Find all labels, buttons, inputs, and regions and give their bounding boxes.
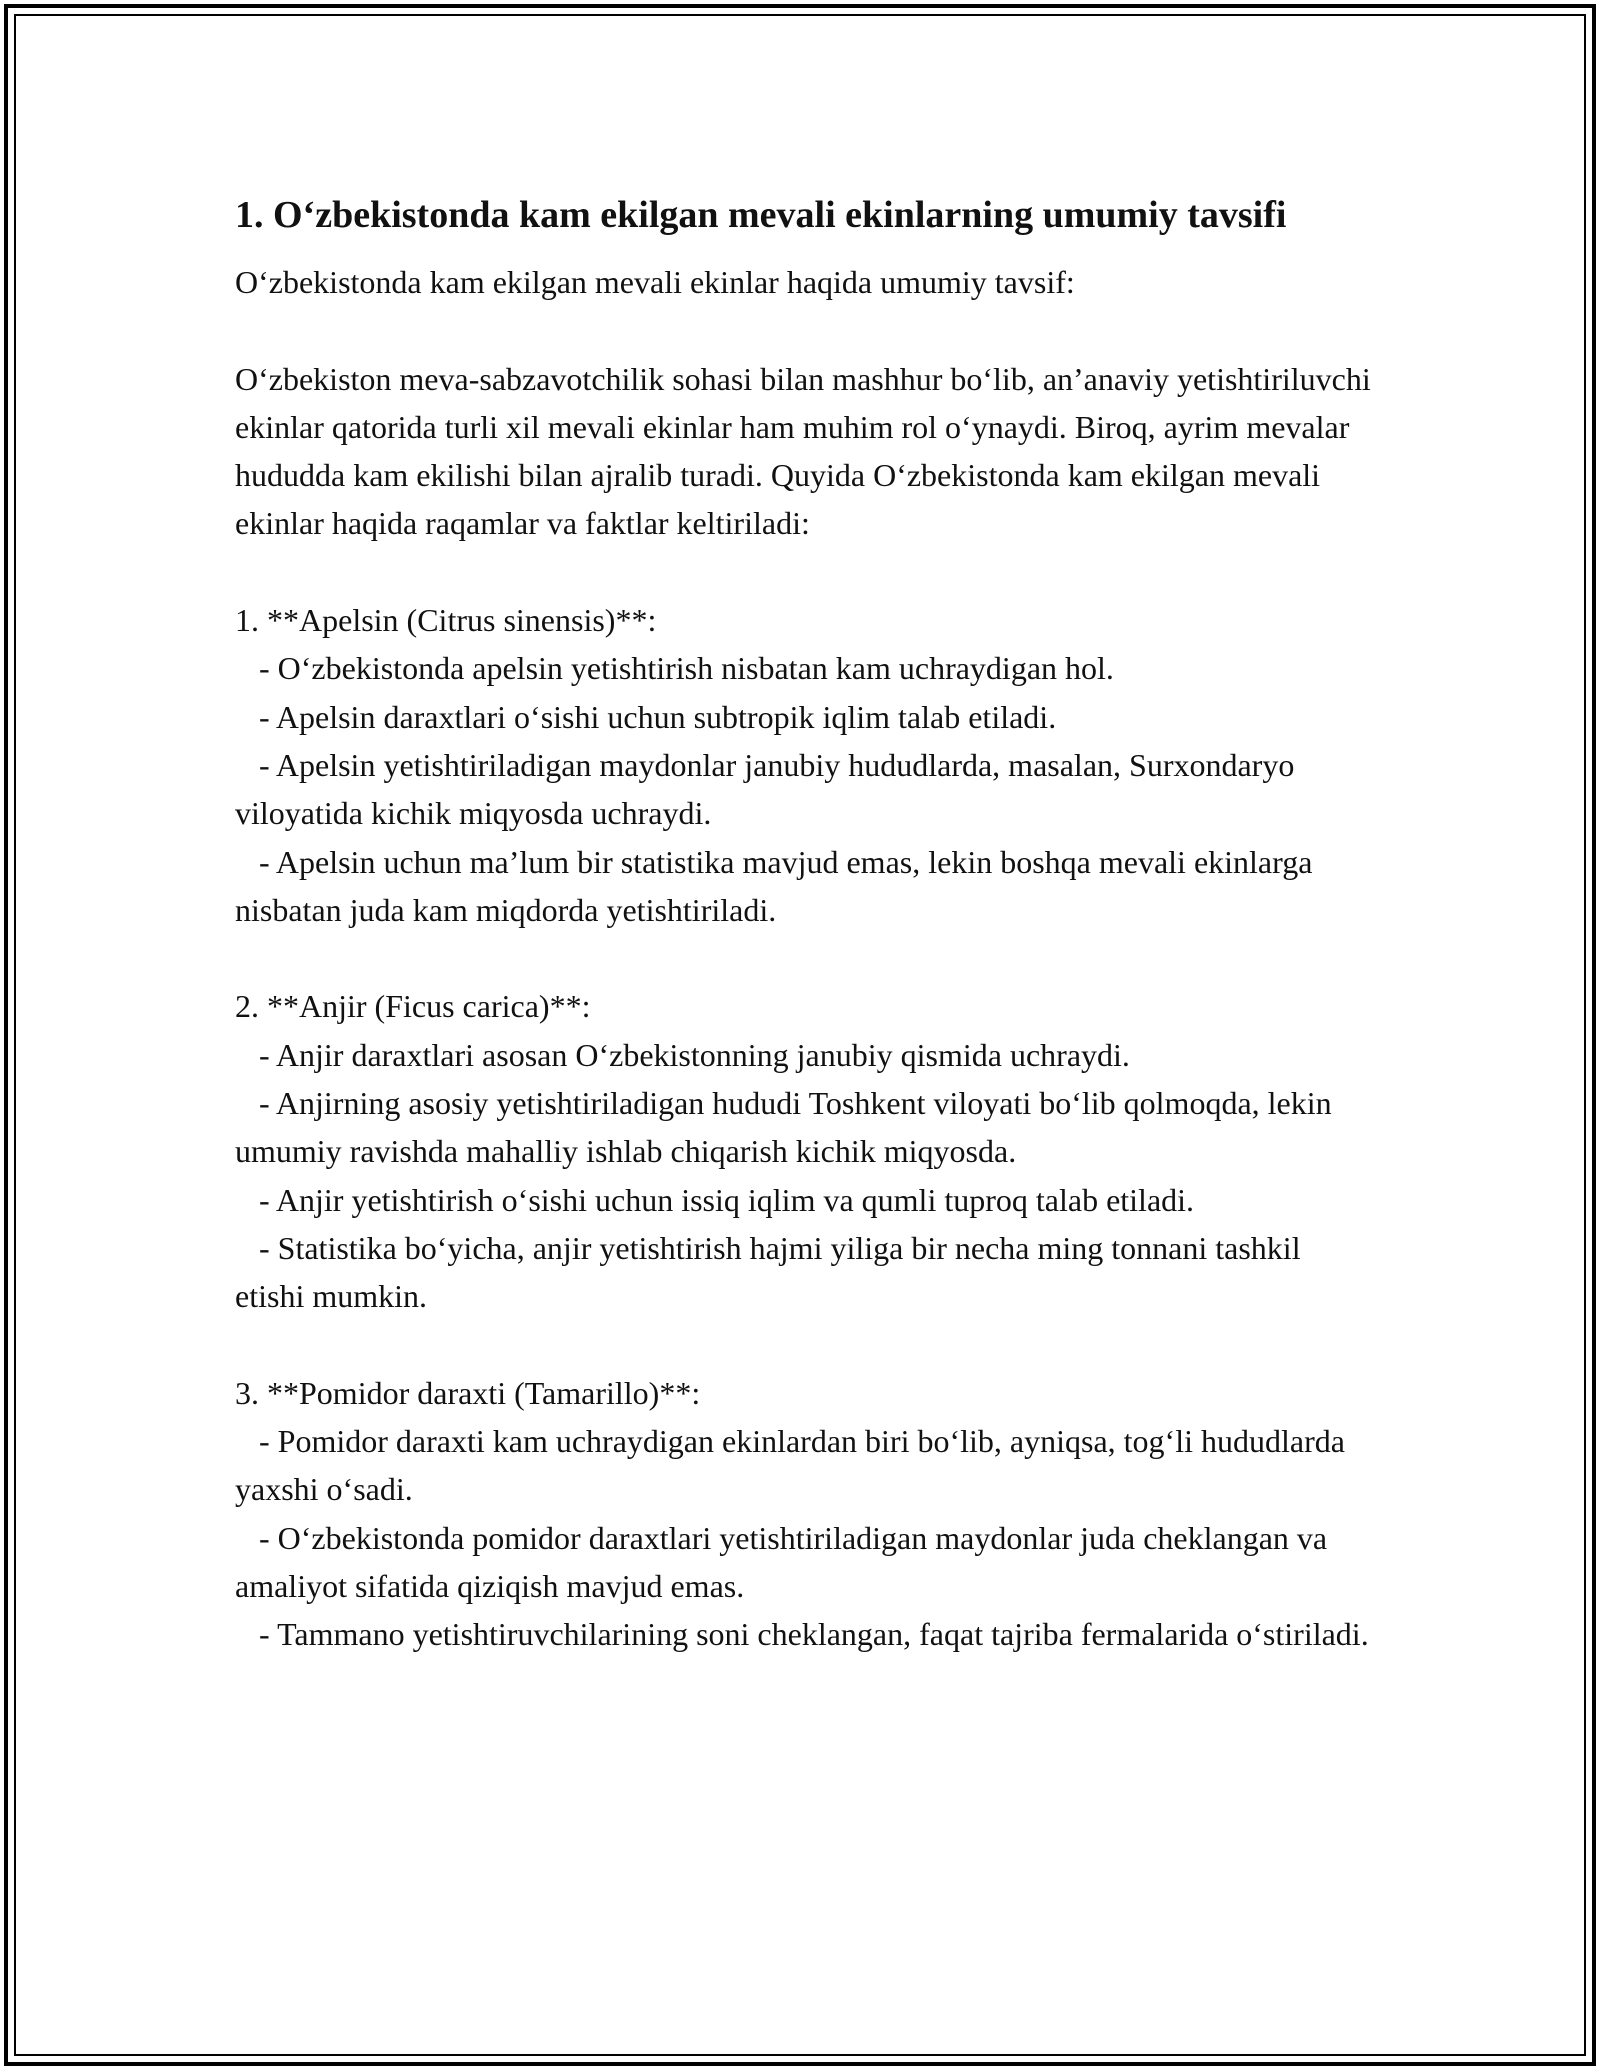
document-body (235, 188, 1379, 1659)
bullet-item: - Anjir yetishtirish o‘sishi uchun issiq iqlim va qumli tuproq talab etiladi. (235, 1181, 1195, 1218)
bullet-item: - Tammano yetishtiruvchilarining soni cheklangan, faqat tajriba fermalarida o‘stiriladi. (235, 1616, 1369, 1653)
section-pomidor-daraxti (235, 1369, 1375, 1659)
section-heading: 2. **Anjir (Ficus carica)**: (235, 988, 591, 1025)
section-apelsin (235, 596, 1375, 934)
spacer (235, 306, 1375, 354)
bullet-item: - Apelsin uchun ma’lum bir statistika mavjud emas, lekin boshqa mevali ekinlarga nisbatan juda kam miqdorda yetishtiriladi. (235, 843, 1321, 928)
bullet-item: - Anjir daraxtlari asosan O‘zbekistonning janubiy qismida uchraydi. (235, 1036, 1130, 1073)
spacer (235, 548, 1375, 596)
section-anjir (235, 982, 1375, 1320)
intro-line: O‘zbekistonda kam ekilgan mevali ekinlar haqida umumiy tavsif: (235, 264, 1075, 300)
section-heading: 1. **Apelsin (Citrus sinensis)**: (235, 602, 657, 639)
bullet-item: - Anjirning asosiy yetishtiriladigan hududi Toshkent viloyati bo‘lib qolmoqda, lekin umumiy ravishda mahalliy ishlab chiqarish kichik miqyosda. (235, 1085, 1340, 1170)
bullet-item: - Apelsin yetishtiriladigan maydonlar janubiy hududlarda, masalan, Surxondaryo viloyatida kichik miqyosda uchraydi. (235, 746, 1303, 832)
bullet-item: - Statistika bo‘yicha, anjir yetishtirish hajmi yiliga bir necha ming tonnani tashkil etishi mumkin. (235, 1229, 1309, 1315)
spacer (235, 934, 1375, 982)
bullet-item: - Pomidor daraxti kam uchraydigan ekinlardan biri bo‘lib, ayniqsa, tog‘li hududlarda yaxshi o‘sadi. (235, 1423, 1353, 1508)
bullet-item: - O‘zbekistonda apelsin yetishtirish nisbatan kam uchraydigan hol. (235, 650, 1114, 687)
intro-paragraph: O‘zbekiston meva-sabzavotchilik sohasi bilan mashhur bo‘lib, an’anaviy yetishtiriluvchi ekinlar qatorida turli xil mevali ekinlar ham muhim rol o‘ynaydi. Biroq, ayrim mevalar hududda kam ekilishi bilan ajralib turadi. Quyida O‘zbekistonda kam ekilgan mevali ekinlar haqida raqamlar va faktlar keltiriladi: (235, 360, 1379, 542)
document-title: 1. O‘zbekistonda kam ekilgan mevali ekinlarning umumiy tavsifi (235, 194, 1287, 236)
section-heading: 3. **Pomidor daraxti (Tamarillo)**: (235, 1374, 701, 1411)
bullet-item: - Apelsin daraxtlari o‘sishi uchun subtropik iqlim talab etiladi. (235, 698, 1057, 735)
spacer (235, 1321, 1375, 1369)
bullet-item: - O‘zbekistonda pomidor daraxtlari yetishtiriladigan maydonlar juda cheklangan va amaliyot sifatida qiziqish mavjud emas. (235, 1519, 1336, 1605)
